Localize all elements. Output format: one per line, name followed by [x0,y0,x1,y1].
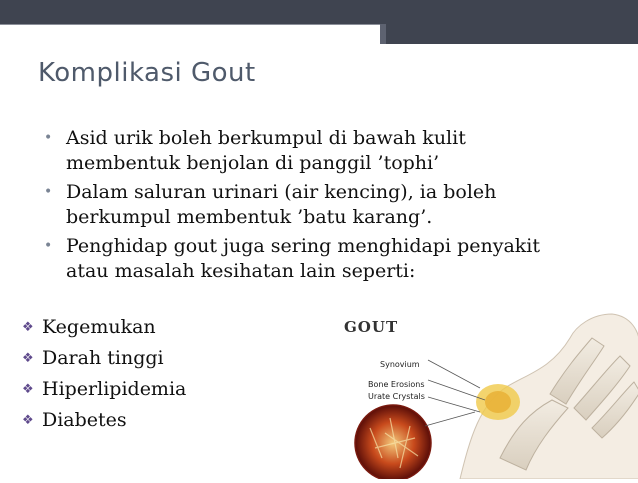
list-item [22,346,186,371]
bullet-dot-icon: • [44,130,53,146]
bullet-line: Dalam saluran urinari (air kencing), ia boleh [66,181,497,203]
list-item-label: Kegemukan [42,316,156,338]
bullet-line: atau masalah kesihatan lain seperti: [66,260,416,282]
top-strip [0,24,382,44]
top-bar [0,0,638,24]
list-item-label: Darah tinggi [42,347,164,369]
sub-item-list [22,315,186,439]
illustration-title: GOUT [344,318,399,336]
label-synovium: Synovium [380,360,420,369]
label-urate-crystals: Urate Crystals [368,392,425,401]
list-item [22,408,186,433]
bullet-dot-icon: • [44,184,53,200]
diamond-bullet-icon: ❖ [22,382,34,397]
bullet-line: Asid urik boleh berkumpul di bawah kulit [66,127,466,149]
bullet-line: berkumpul membentuk ’batu karang’. [66,206,433,228]
top-accent-bar [380,24,638,44]
diamond-bullet-icon: ❖ [22,351,34,366]
bullet-line: Penghidap gout juga sering menghidapi penyakit [66,235,541,257]
top-divider [0,24,380,25]
bullet-list [44,126,624,288]
diamond-bullet-icon: ❖ [22,413,34,428]
list-item-label: Hiperlipidemia [42,378,187,400]
label-bone-erosions: Bone Erosions [368,380,425,389]
bullet-item [44,180,624,230]
list-item-label: Diabetes [42,409,127,431]
bullet-item [44,126,624,176]
diamond-bullet-icon: ❖ [22,320,34,335]
list-item [22,377,186,402]
slide-title: Komplikasi Gout [38,58,256,88]
bullet-dot-icon: • [44,238,53,254]
bullet-item [44,234,624,284]
list-item [22,315,186,340]
bullet-line: membentuk benjolan di panggil ’tophi’ [66,152,440,174]
gout-foot-illustration [330,308,638,479]
